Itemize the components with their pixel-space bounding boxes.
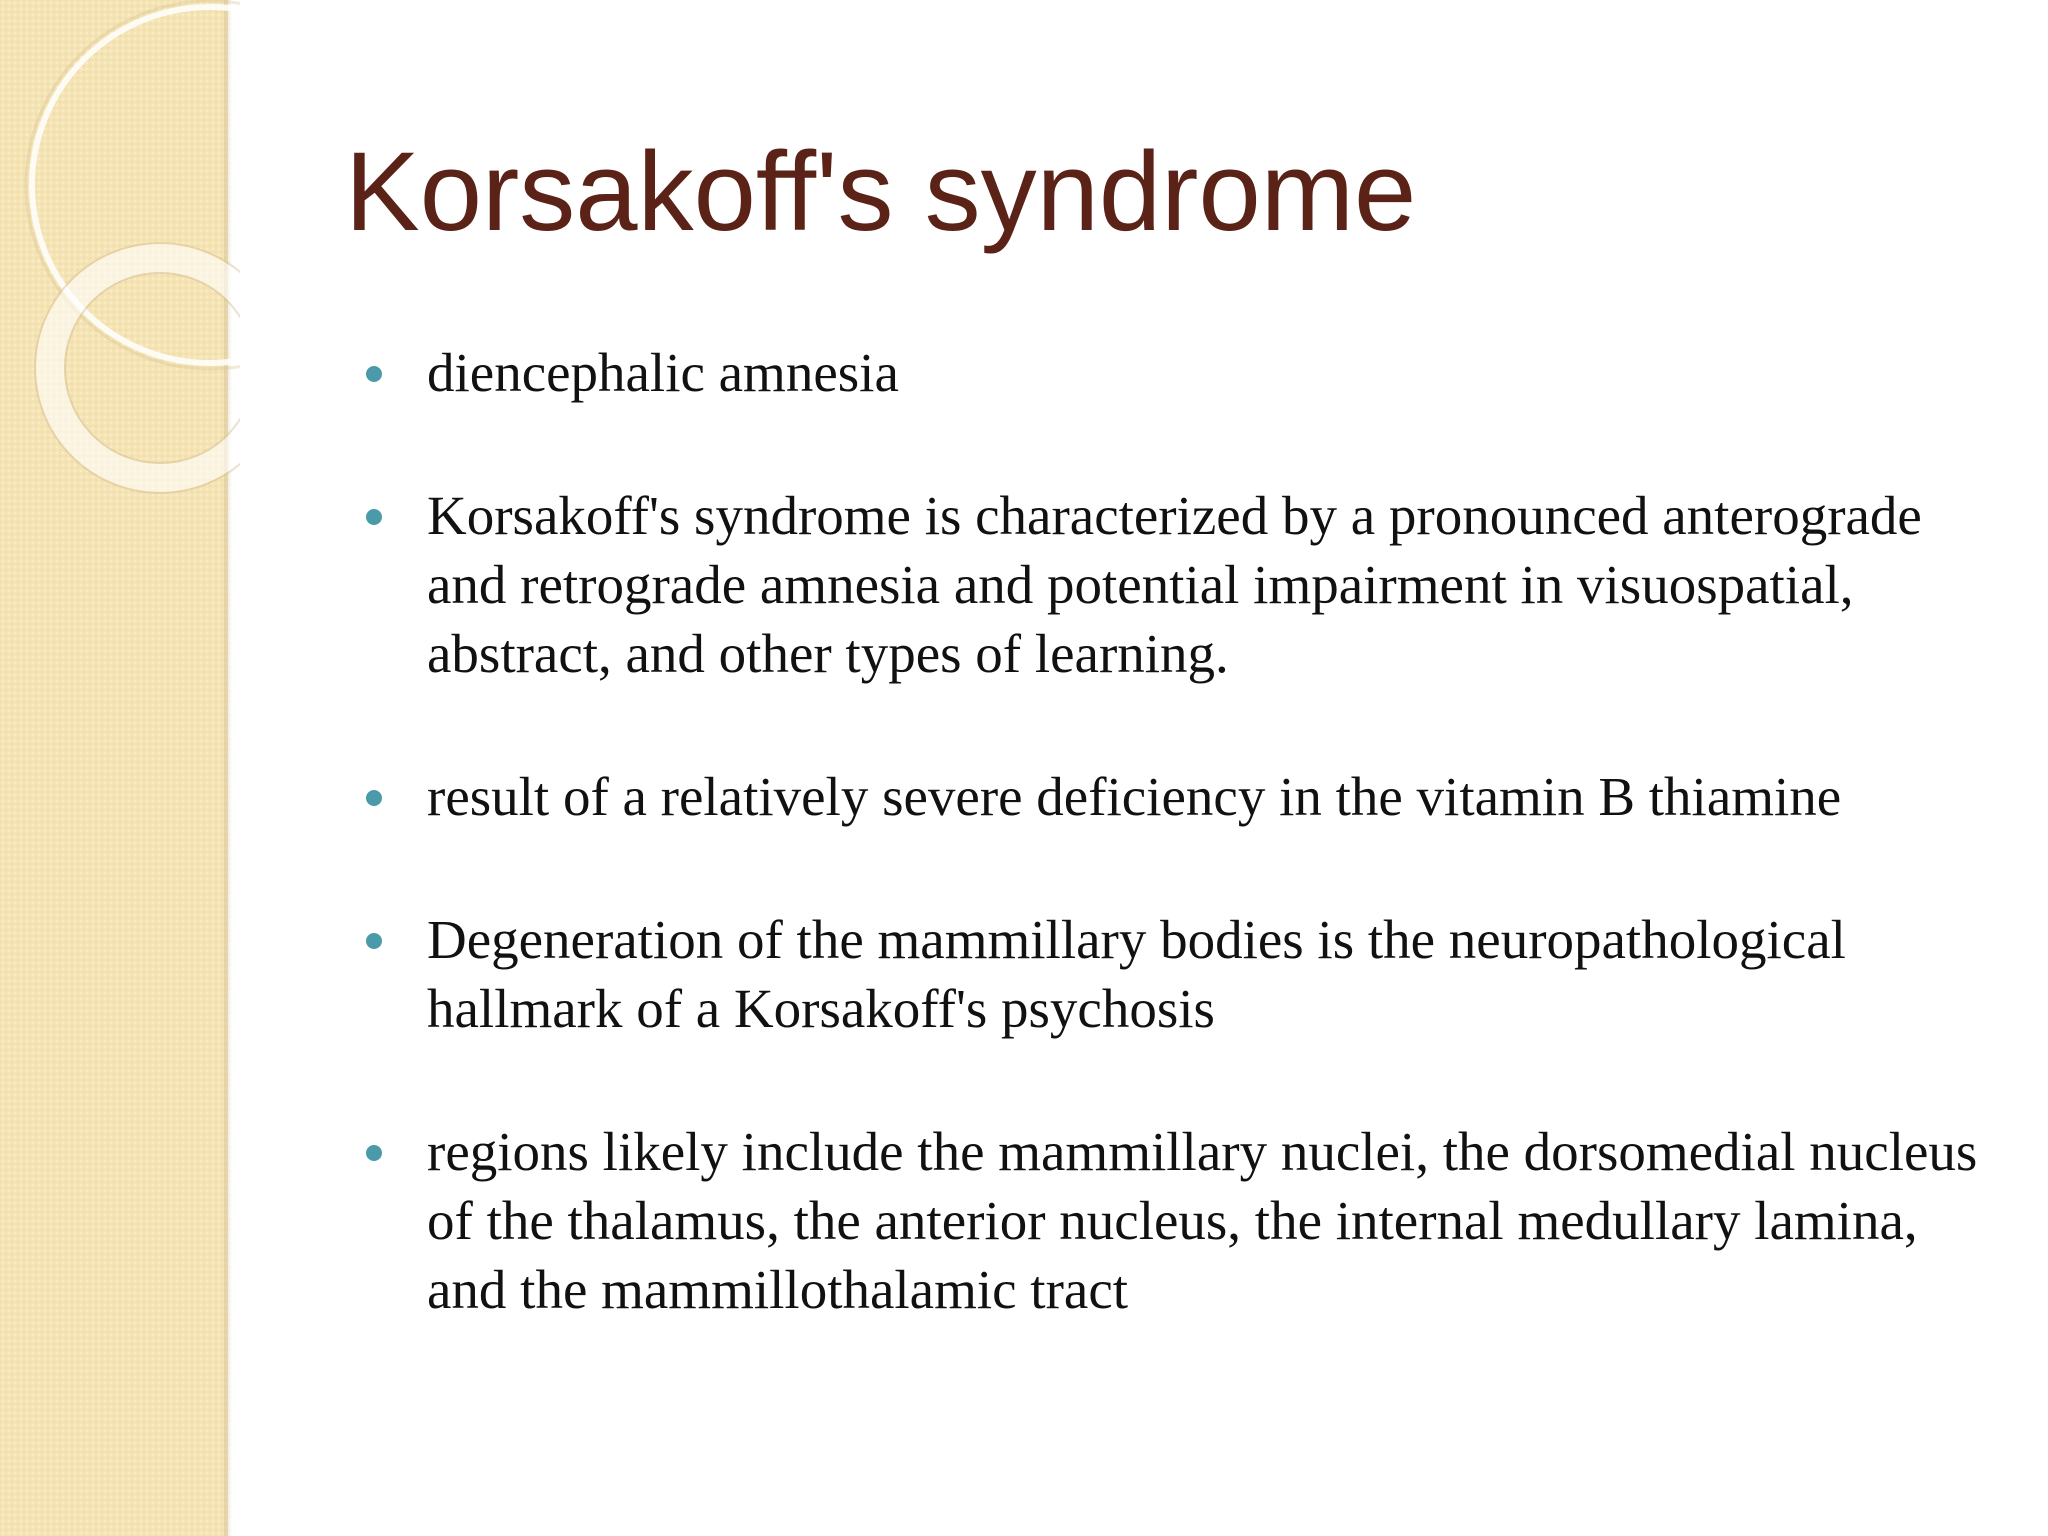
bullet-text: result of a relatively severe deficiency in the vitamin B thiamine	[427, 766, 1842, 827]
bullet-dot-icon	[366, 509, 382, 525]
bullet-item	[360, 338, 2010, 407]
bullet-item	[360, 762, 2010, 831]
bullet-dot-icon	[366, 366, 382, 382]
decorative-rings	[0, 0, 240, 520]
bullet-dot-icon	[366, 1145, 382, 1161]
slide-title: Korsakoff's syndrome	[345, 129, 1417, 254]
bullet-item	[360, 905, 2010, 1043]
bullet-text: Degeneration of the mammillary bodies is the neuropathological hallmark of a Korsakoff's psychosis	[427, 909, 1846, 1039]
bullet-list	[360, 338, 2010, 1398]
bullet-dot-icon	[366, 933, 382, 949]
bullet-text: Korsakoff's syndrome is characterized by a pronounced anterograde and retrograde amnesia and potential impairment in visuospatial, abstract, and other types of learning.	[427, 485, 1922, 684]
bullet-dot-icon	[366, 790, 382, 806]
bullet-item	[360, 1117, 2010, 1324]
bullet-text: diencephalic amnesia	[427, 342, 899, 403]
bullet-text: regions likely include the mammillary nuclei, the dorsomedial nucleus of the thalamus, the anterior nucleus, the internal medullary lamina, and the mammillothalamic tract	[427, 1121, 1978, 1320]
bullet-item	[360, 481, 2010, 688]
